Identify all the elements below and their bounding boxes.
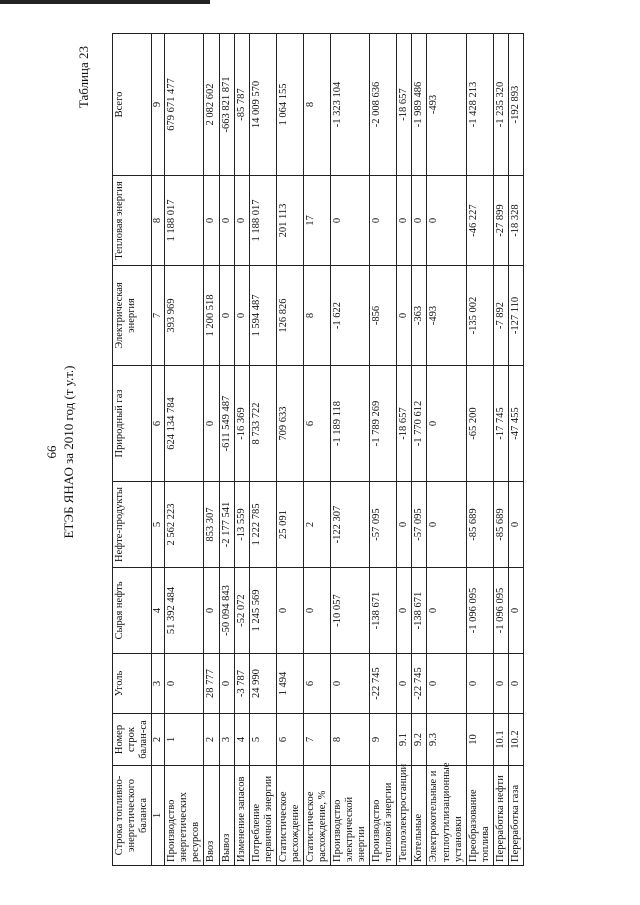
table-cell: 0: [370, 176, 397, 266]
table-cell: -493: [427, 34, 466, 176]
row-number: 2: [204, 714, 219, 766]
row-label: Котельные: [412, 766, 427, 866]
row-number: 5: [249, 714, 276, 766]
table-cell: 0: [427, 366, 466, 482]
row-number: 9.1: [397, 714, 412, 766]
col-header-coal: Уголь: [113, 654, 152, 714]
table-cell: -85 689: [493, 482, 508, 568]
row-label: Ввоз: [204, 766, 219, 866]
table-row: [204, 34, 219, 866]
row-number: 3: [219, 714, 234, 766]
table-cell: -1 989 486: [412, 34, 427, 176]
row-label: Статистическое расхождение, %: [303, 766, 330, 866]
table-cell: -52 072: [234, 568, 249, 654]
table-row: [303, 34, 330, 866]
table-cell: -122 307: [331, 482, 370, 568]
table-cell: -2 008 636: [370, 34, 397, 176]
row-number: 10.2: [508, 714, 523, 766]
table-row: [397, 34, 412, 866]
row-label: Вывоз: [219, 766, 234, 866]
col-header-natural-gas: Природный газ: [113, 366, 152, 482]
page-header: [44, 32, 77, 872]
table-cell: 0: [331, 176, 370, 266]
table-cell: -18 657: [397, 366, 412, 482]
row-number: 6: [276, 714, 303, 766]
table-cell: 1 064 155: [276, 34, 303, 176]
table-cell: 28 777: [204, 654, 219, 714]
table-cell: 2 082 602: [204, 34, 219, 176]
table-cell: -16 369: [234, 366, 249, 482]
table-cell: -856: [370, 266, 397, 366]
col-header-line-number: Номер строк балан-са: [113, 714, 152, 766]
table-cell: 25 091: [276, 482, 303, 568]
table-cell: -1 096 095: [466, 568, 493, 654]
table-cell: 1 222 785: [249, 482, 276, 568]
table-cell: -50 094 843: [219, 568, 234, 654]
table-cell: 1 245 569: [249, 568, 276, 654]
table-cell: -1 189 118: [331, 366, 370, 482]
table-row: [331, 34, 370, 866]
table-cell: -46 227: [466, 176, 493, 266]
row-number: 10.1: [493, 714, 508, 766]
table-cell: 6: [303, 654, 330, 714]
table-cell: 8: [303, 266, 330, 366]
row-number: 9.3: [427, 714, 466, 766]
table-cell: 0: [303, 568, 330, 654]
table-cell: -1 789 269: [370, 366, 397, 482]
table-cell: 2 562 223: [165, 482, 204, 568]
table-cell: 2: [303, 482, 330, 568]
table-cell: 0: [234, 266, 249, 366]
page-number: 66: [44, 445, 59, 459]
table-row: [466, 34, 493, 866]
table-body: [165, 34, 524, 866]
table-cell: 0: [427, 176, 466, 266]
table-row: [219, 34, 234, 866]
table-cell: -7 892: [493, 266, 508, 366]
table-row: [412, 34, 427, 866]
table-cell: 14 009 570: [249, 34, 276, 176]
table-cell: -1 235 320: [493, 34, 508, 176]
table-cell: -192 893: [508, 34, 523, 176]
table-cell: -85 787: [234, 34, 249, 176]
row-label: Производство электрической энергии: [331, 766, 370, 866]
col-number: 7: [152, 266, 165, 366]
table-cell: 0: [508, 482, 523, 568]
row-label: Потребление первичной энергии: [249, 766, 276, 866]
col-number: 9: [152, 34, 165, 176]
table-cell: 0: [165, 654, 204, 714]
table-cell: 709 633: [276, 366, 303, 482]
col-number: 2: [152, 714, 165, 766]
row-number: 7: [303, 714, 330, 766]
table-cell: 0: [427, 482, 466, 568]
table-cell: -22 745: [412, 654, 427, 714]
table-row: [165, 34, 204, 866]
table-cell: 8: [303, 34, 330, 176]
col-number: 5: [152, 482, 165, 568]
table-cell: 0: [427, 568, 466, 654]
col-header-electricity: Электрическая энергия: [113, 266, 152, 366]
table-cell: 0: [219, 176, 234, 266]
col-number: 3: [152, 654, 165, 714]
row-label: Электрокотельные и теплоутилизационные установки: [427, 766, 466, 866]
table-label: Таблица 23: [76, 46, 91, 109]
table-cell: -13 559: [234, 482, 249, 568]
table-cell: 0: [204, 568, 219, 654]
table-cell: -1 770 612: [412, 366, 427, 482]
row-number: 4: [234, 714, 249, 766]
table-cell: -47 455: [508, 366, 523, 482]
table-cell: 1 494: [276, 654, 303, 714]
table-row: [234, 34, 249, 866]
row-label: Переработка газа: [508, 766, 523, 866]
row-label: Производство энергетических ресурсов: [165, 766, 204, 866]
table-cell: -127 110: [508, 266, 523, 366]
table-cell: 0: [204, 366, 219, 482]
row-label: Преобразование топлива: [466, 766, 493, 866]
table-cell: 1 188 017: [249, 176, 276, 266]
table-cell: 393 969: [165, 266, 204, 366]
table-cell: 0: [219, 654, 234, 714]
table-cell: 1 200 518: [204, 266, 219, 366]
table-cell: -135 002: [466, 266, 493, 366]
table-cell: -17 745: [493, 366, 508, 482]
table-cell: -3 787: [234, 654, 249, 714]
table-cell: 0: [204, 176, 219, 266]
energy-balance-table: [112, 33, 524, 866]
col-number: 1: [152, 766, 165, 866]
row-label: Изменение запасов: [234, 766, 249, 866]
table-cell: 201 113: [276, 176, 303, 266]
table-cell: -18 657: [397, 34, 412, 176]
table-cell: 679 671 477: [165, 34, 204, 176]
row-label: Переработка нефти: [493, 766, 508, 866]
table-cell: 8 733 722: [249, 366, 276, 482]
col-header-balance-line: Строка топливно-энергетического баланса: [113, 766, 152, 866]
col-header-oil-products: Нефте-продукты: [113, 482, 152, 568]
table-cell: -57 095: [370, 482, 397, 568]
row-label: Статистическое расхождение: [276, 766, 303, 866]
table-cell: 1 594 487: [249, 266, 276, 366]
table-cell: 24 990: [249, 654, 276, 714]
table-cell: 0: [219, 266, 234, 366]
table-cell: 6: [303, 366, 330, 482]
table-cell: -611 549 487: [219, 366, 234, 482]
row-number: 8: [331, 714, 370, 766]
table-cell: 0: [397, 482, 412, 568]
table-cell: -85 689: [466, 482, 493, 568]
table-cell: -1 428 213: [466, 34, 493, 176]
col-header-heat: Тепловая энергия: [113, 176, 152, 266]
table-cell: -1 096 095: [493, 568, 508, 654]
table-cell: 1 188 017: [165, 176, 204, 266]
table-cell: 0: [412, 176, 427, 266]
header-row: [113, 34, 152, 866]
table-cell: -27 899: [493, 176, 508, 266]
table-row: [427, 34, 466, 866]
table-cell: -663 821 871: [219, 34, 234, 176]
col-header-crude-oil: Сырая нефть: [113, 568, 152, 654]
table-cell: -22 745: [370, 654, 397, 714]
table-cell: 51 392 484: [165, 568, 204, 654]
table-cell: 0: [466, 654, 493, 714]
table-row: [370, 34, 397, 866]
table-row: [493, 34, 508, 866]
col-number: 4: [152, 568, 165, 654]
row-number: 1: [165, 714, 204, 766]
col-header-total: Всего: [113, 34, 152, 176]
table-cell: -493: [427, 266, 466, 366]
table-row: [276, 34, 303, 866]
table-cell: -363: [412, 266, 427, 366]
table-cell: 0: [276, 568, 303, 654]
page-title: ЕТЭБ ЯНАО за 2010 год (т у.т.): [61, 365, 76, 539]
row-number: 10: [466, 714, 493, 766]
table-cell: -2 177 541: [219, 482, 234, 568]
table-cell: 0: [493, 654, 508, 714]
table-cell: 0: [331, 654, 370, 714]
table-cell: -1 622: [331, 266, 370, 366]
table-cell: 0: [508, 568, 523, 654]
rotated-page: [40, 32, 600, 872]
col-number: 8: [152, 176, 165, 266]
table-cell: -138 671: [370, 568, 397, 654]
table-cell: 126 826: [276, 266, 303, 366]
table-row: [249, 34, 276, 866]
scan-edge-bar: [0, 0, 210, 4]
row-label: Теплоэлектростанции: [397, 766, 412, 866]
table-cell: 0: [234, 176, 249, 266]
table-cell: -138 671: [412, 568, 427, 654]
table-cell: 0: [427, 654, 466, 714]
table-cell: 0: [397, 568, 412, 654]
table-cell: 853 307: [204, 482, 219, 568]
table-cell: -65 200: [466, 366, 493, 482]
table-cell: 0: [397, 654, 412, 714]
col-number: 6: [152, 366, 165, 482]
table-cell: -1 323 104: [331, 34, 370, 176]
table-cell: 0: [397, 176, 412, 266]
table-row: [508, 34, 523, 866]
row-label: Производство тепловой энергии: [370, 766, 397, 866]
row-number: 9: [370, 714, 397, 766]
table-cell: -10 057: [331, 568, 370, 654]
table-cell: -18 328: [508, 176, 523, 266]
table-cell: 0: [508, 654, 523, 714]
column-number-row: [152, 34, 165, 866]
table-cell: 17: [303, 176, 330, 266]
table-cell: 624 134 784: [165, 366, 204, 482]
table-cell: 0: [397, 266, 412, 366]
row-number: 9.2: [412, 714, 427, 766]
table-cell: -57 095: [412, 482, 427, 568]
